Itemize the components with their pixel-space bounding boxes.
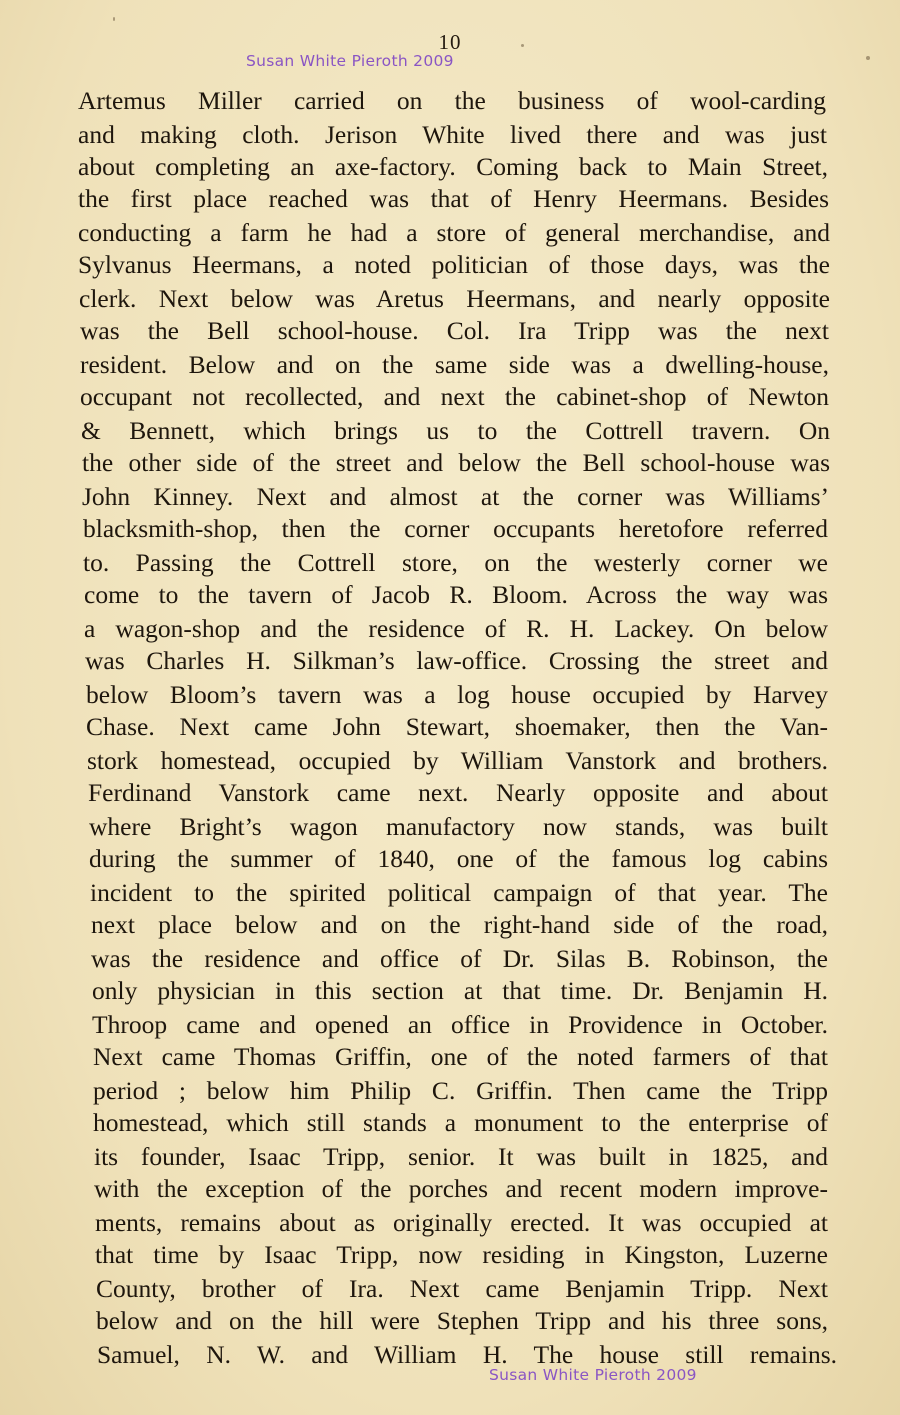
- text-line: next place below and on the right-hand side of the road,: [91, 910, 828, 939]
- text-line: Artemus Miller carried on the business of wool-carding: [78, 86, 826, 115]
- text-line: was the residence and office of Dr. Silas B. Robinson, the: [91, 944, 828, 973]
- text-line: incident to the spirited political campaign of that year. The: [90, 878, 828, 907]
- paper-speck: [113, 17, 115, 21]
- text-line: below Bloom’s tavern was a log house occupied by Harvey: [86, 680, 828, 709]
- text-line: homestead, which still stands a monument to the enterprise of: [93, 1108, 828, 1137]
- page-number: 10: [438, 30, 462, 54]
- text-line: the other side of the street and below the Bell school-house was: [82, 448, 830, 477]
- text-line: clerk. Next below was Aretus Heermans, and nearly opposite: [79, 284, 830, 313]
- paper-speck: [866, 56, 870, 60]
- watermark-bottom: Susan White Pieroth 2009: [489, 1366, 697, 1384]
- text-line: was the Bell school-house. Col. Ira Tripp was the next: [80, 316, 829, 345]
- text-line: was Charles H. Silkman’s law-office. Crossing the street and: [85, 646, 828, 675]
- text-line: Samuel, N. W. and William H. The house still remains.: [97, 1340, 837, 1369]
- text-line: John Kinney. Next and almost at the corner was Williams’: [82, 482, 829, 511]
- text-line: period ; below him Philip C. Griffin. Then came the Tripp: [93, 1076, 828, 1105]
- text-line: come to the tavern of Jacob R. Bloom. Across the way was: [84, 580, 828, 609]
- text-line: County, brother of Ira. Next came Benjamin Tripp. Next: [96, 1274, 828, 1303]
- text-line: and making cloth. Jerison White lived there and was just: [78, 120, 827, 149]
- text-line: blacksmith-shop, then the corner occupants heretofore referred: [83, 514, 828, 543]
- text-line: resident. Below and on the same side was a dwelling-house,: [80, 350, 829, 379]
- text-line: its founder, Isaac Tripp, senior. It was built in 1825, and: [94, 1142, 828, 1171]
- text-line: about completing an axe-factory. Coming back to Main Street,: [78, 152, 828, 181]
- text-line: where Bright’s wagon manufactory now stands, was built: [89, 812, 828, 841]
- text-line: stork homestead, occupied by William Vanstork and brothers.: [87, 746, 828, 775]
- text-line: a wagon-shop and the residence of R. H. Lackey. On below: [84, 614, 828, 643]
- text-line: only physician in this section at that time. Dr. Benjamin H.: [92, 976, 828, 1005]
- text-line: Throop came and opened an office in Providence in October.: [92, 1010, 828, 1039]
- text-line: ments, remains about as originally erected. It was occupied at: [95, 1208, 828, 1237]
- text-line: conducting a farm he had a store of general merchandise, and: [78, 218, 830, 247]
- text-line: Ferdinand Vanstork came next. Nearly opposite and about: [88, 778, 828, 807]
- text-line: during the summer of 1840, one of the famous log cabins: [89, 844, 828, 873]
- text-line: occupant not recollected, and next the cabinet-shop of Newton: [80, 382, 829, 411]
- watermark-top: Susan White Pieroth 2009: [246, 52, 454, 70]
- text-line: to. Passing the Cottrell store, on the westerly corner we: [83, 548, 828, 577]
- text-line: Next came Thomas Griffin, one of the noted farmers of that: [93, 1042, 828, 1071]
- text-line: Sylvanus Heermans, a noted politician of those days, was the: [78, 250, 830, 279]
- text-line: & Bennett, which brings us to the Cottrell travern. On: [81, 416, 830, 445]
- text-line: that time by Isaac Tripp, now residing in Kingston, Luzerne: [95, 1240, 828, 1269]
- text-line: the first place reached was that of Henry Heermans. Besides: [78, 184, 829, 213]
- text-line: Chase. Next came John Stewart, shoemaker, then the Van-: [86, 712, 828, 741]
- text-line: below and on the hill were Stephen Tripp and his three sons,: [96, 1306, 828, 1335]
- text-line: with the exception of the porches and recent modern improve-: [94, 1174, 828, 1203]
